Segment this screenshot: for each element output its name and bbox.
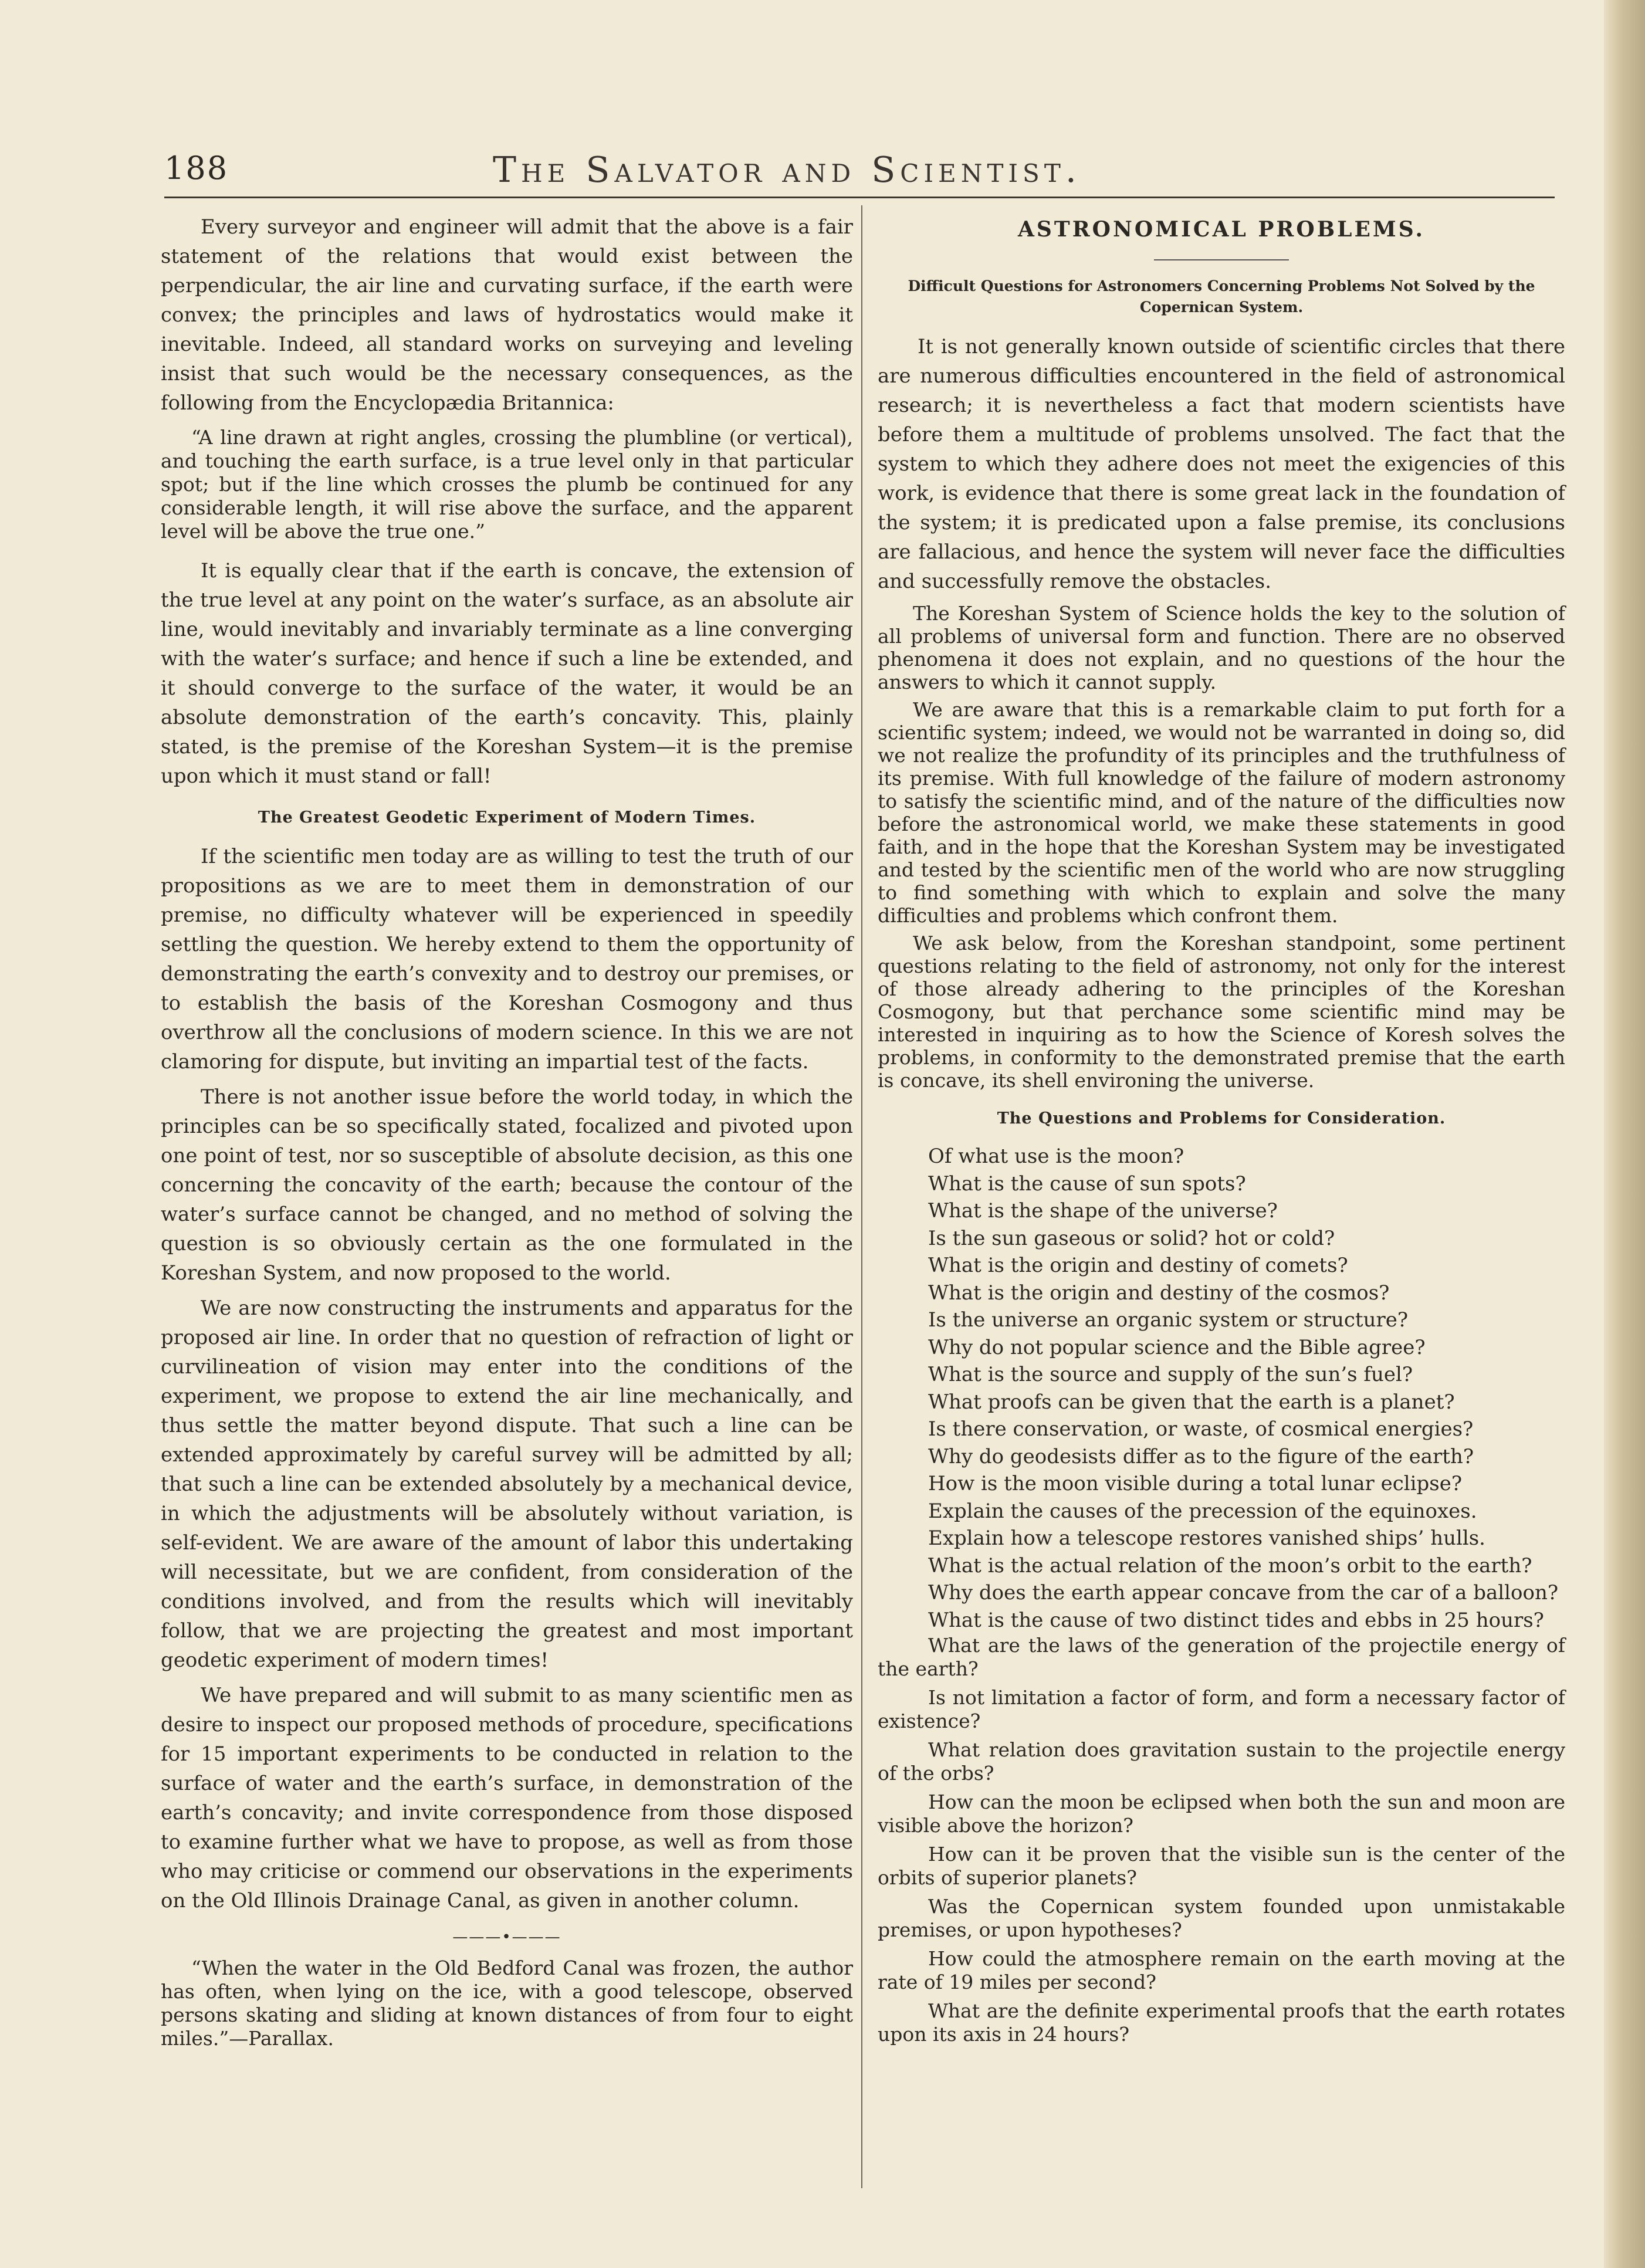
page-edge	[1604, 0, 1645, 2268]
article-subheading: Difficult Questions for Astronomers Concerning Problems Not Solved by the Copernican System.	[908, 277, 1535, 316]
question-item-long: What are the laws of the generation of the projectile energy of the earth?	[878, 1634, 1565, 1680]
question-item: Is the universe an organic system or structure?	[928, 1308, 1409, 1332]
ornament-divider: ———•———	[452, 1928, 561, 1946]
question-item: How is the moon visible during a total lunar eclipse?	[928, 1472, 1463, 1495]
question-item-long: How can it be proven that the visible sun is the center of the orbits of superior planets?	[878, 1843, 1565, 1889]
question-item: What is the actual relation of the moon’s orbit to the earth?	[928, 1553, 1532, 1578]
question-item: What proofs can be given that the earth is a planet?	[928, 1390, 1455, 1414]
question-item: What is the shape of the universe?	[928, 1199, 1278, 1223]
question-item-long: What are the definite experimental proofs that the earth rotates upon its axis in 24 hours?	[878, 1999, 1565, 2046]
question-item: Explain how a telescope restores vanished ships’ hulls.	[928, 1526, 1485, 1550]
britannica-quote: “A line drawn at right angles, crossing the plumbline (or vertical), and touching the earth surface, is a true level only in that particular spot; but if the line which crosses the plumb be continued for any considerable length, it will rise above the surface, and the apparent level will be above the true one.”	[161, 426, 853, 543]
question-item: Why do not popular science and the Bible agree?	[928, 1335, 1426, 1359]
question-item-long: What relation does gravitation sustain to the projectile energy of the orbs?	[878, 1738, 1565, 1785]
question-item: Is the sun gaseous or solid? hot or cold?	[928, 1226, 1335, 1250]
left-column	[161, 212, 853, 2063]
left-paragraph-3: If the scientific men today are as willing to test the truth of our propositions as we are to meet them in demonstration of our premise, no difficulty whatever will be experienced in speedily settling the question. We hereby extend to them the opportunity of demonstrating the earth’s convexity and to destroy our premises, or to establish the basis of the Koreshan Cosmogony and thus overthrow all the conclusions of modern science. In this we are not clamoring for dispute, but inviting an impartial test of the facts.	[161, 845, 853, 1074]
questions-heading: The Questions and Problems for Consideration.	[997, 1109, 1446, 1128]
right-paragraph-4: We ask below, from the Koreshan standpoint, some pertinent questions relating to the field of astronomy, not only for the interest of those already adhering to the principles of the Koreshan Cosmogony, but that perchance some scientific mind may be interested in inquiring as to how the Science of Koresh solves the problems, in conformity to the demonstrated premise that the earth is concave, its shell environing the universe.	[878, 932, 1565, 1092]
left-paragraph-5: We are now constructing the instruments and apparatus for the proposed air line. In order that no question of refraction of light or curvilineation of vision may enter into the conditions of the experiment, we propose to extend the air line mechanically, and thus settle the matter beyond dispute. That such a line can be extended approximately by careful survey will be admitted by all; that such a line can be extended absolutely by a mechanical device, in which the adjustments will be absolutely without variation, is self-evident. We are aware of the amount of labor this undertaking will necessitate, but we are confident, from consideration of the conditions involved, and from the results which will inevitably follow, that we are projecting the greatest and most important geodetic experiment of modern times!	[161, 1297, 853, 1672]
geodetic-experiment-heading: The Greatest Geodetic Experiment of Modern Times.	[258, 808, 756, 827]
question-item: What is the origin and destiny of comets?	[928, 1254, 1348, 1277]
column-divider	[861, 205, 862, 2188]
question-item-long: How can the moon be eclipsed when both the sun and moon are visible above the horizon?	[878, 1790, 1565, 1837]
question-item-long: Was the Copernican system founded upon unmistakable premises, or upon hypotheses?	[878, 1895, 1565, 1941]
right-paragraph-1: It is not generally known outside of scientific circles that there are numerous difficulties encountered in the field of astronomical research; it is nevertheless a fact that modern scientists have before them a multitude of problems unsolved. The fact that the system to which they adhere does not meet the exigencies of this work, is evidence that there is some great lack in the foundation of the system; it is predicated upon a false premise, its conclusions are fallacious, and hence the system will never face the difficulties and successfully remove the obstacles.	[878, 335, 1565, 593]
question-item: What is the origin and destiny of the cosmos?	[928, 1281, 1390, 1305]
left-paragraph-4: There is not another issue before the world today, in which the principles can be so specifically stated, focalized and pivoted upon one point of test, nor so susceptible of absolute decision, as this one concerning the concavity of the earth; because the contour of the water’s surface cannot be changed, and no method of solving the question is so obviously certain as the one formulated in the Koreshan System, and now proposed to the world.	[161, 1085, 853, 1285]
running-title: The Salvator and Scientist.	[493, 150, 1081, 191]
question-item: What is the cause of sun spots?	[928, 1172, 1246, 1196]
left-paragraph-1: Every surveyor and engineer will admit that the above is a fair statement of the relations that would exist between the perpendicular, the air line and curvating surface, if the earth were convex; the principles and laws of hydrostatics would make it inevitable. Indeed, all standard works on surveying and leveling insist that such would be the necessary consequences, as the following from the Encyclopædia Britannica:	[161, 215, 853, 415]
heading-rule	[1154, 259, 1289, 260]
question-item: Why does the earth appear concave from the car of a balloon?	[928, 1581, 1559, 1604]
question-item-long: How could the atmosphere remain on the earth moving at the rate of 19 miles per second?	[878, 1947, 1565, 1993]
page-number: 188	[164, 150, 229, 187]
question-item-long: Is not limitation a factor of form, and form a necessary factor of existence?	[878, 1686, 1565, 1732]
left-paragraph-2: It is equally clear that if the earth is concave, the extension of the true level at any point on the water’s surface, as an absolute air line, would inevitably and invariably terminate as a line converging with the water’s surface; and hence if such a line be extended, and it should converge to the surface of the water, it would be an absolute demonstration of the earth’s concavity. This, plainly stated, is the premise of the Koreshan System—it is the premise upon which it must stand or fall!	[161, 559, 853, 788]
question-item: Of what use is the moon?	[928, 1145, 1184, 1168]
page-header	[164, 150, 1561, 197]
question-item: What is the source and supply of the sun’s fuel?	[928, 1363, 1413, 1386]
question-item: Why do geodesists differ as to the figure of the earth?	[928, 1444, 1474, 1468]
header-rule	[164, 197, 1555, 198]
parallax-quote: “When the water in the Old Bedford Canal was frozen, the author has often, when lying on the ice, with a good telescope, observed persons skating and sliding at known distances of from four to eight miles.”—Parallax.	[161, 1956, 853, 2050]
astronomical-problems-heading: ASTRONOMICAL PROBLEMS.	[1017, 217, 1425, 242]
question-item: Is there conservation, or waste, of cosmical energies?	[928, 1417, 1474, 1441]
right-paragraph-2: The Koreshan System of Science holds the key to the solution of all problems of universal form and function. There are no observed phenomena it does not explain, and no questions of the hour the answers to which it cannot supply.	[878, 602, 1565, 693]
left-paragraph-6: We have prepared and will submit to as many scientific men as desire to inspect our proposed methods of procedure, specifications for 15 important experiments to be conducted in relation to the surface of water and the earth’s surface, in demonstration of the earth’s concavity; and invite correspondence from those disposed to examine further what we have to propose, as well as from those who may criticise or commend our observations in the experiments on the Old Illinois Drainage Canal, as given in another column.	[161, 1684, 853, 1912]
questions-list	[878, 1143, 1565, 1634]
question-item: What is the cause of two distinct tides and ebbs in 25 hours?	[928, 1608, 1544, 1632]
right-column	[878, 212, 1565, 2052]
right-paragraph-3: We are aware that this is a remarkable claim to put forth for a scientific system; indeed, we would not be warranted in doing so, did we not realize the profundity of its principles and the truthfulness of its premise. With full knowledge of the failure of modern astronomy to satisfy the scientific mind, and of the nature of the difficulties now before the astronomical world, we make these statements in good faith, and in the hope that the Koreshan System may be investigated and tested by the scientific men of the world who are now struggling to find something with which to explain and solve the many difficulties and problems which confront them.	[878, 698, 1565, 927]
question-item: Explain the causes of the precession of the equinoxes.	[928, 1499, 1477, 1523]
